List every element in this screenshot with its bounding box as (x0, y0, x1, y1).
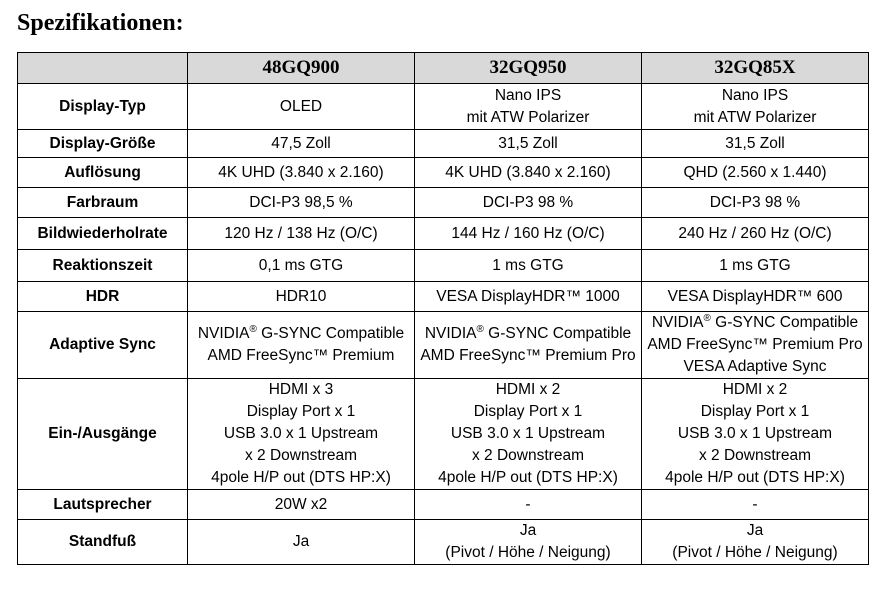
row-label: Ein-/Ausgänge (18, 379, 188, 490)
column-header: 48GQ900 (188, 53, 415, 84)
row-label: Display-Größe (18, 130, 188, 158)
cell-line: 120 Hz / 138 Hz (O/C) (224, 224, 378, 242)
table-cell (188, 312, 415, 379)
cell-line: HDR10 (275, 287, 327, 305)
cell-line: Nano IPS (721, 86, 789, 104)
table-cell (415, 520, 642, 565)
cell-line: Ja (746, 522, 764, 539)
cell-line: mit ATW Polarizer (693, 108, 817, 126)
table-row (18, 130, 869, 158)
cell-line: 4pole H/P out (DTS HP:X) (665, 469, 845, 486)
table-cell (642, 250, 869, 282)
table-cell (642, 130, 869, 158)
cell-line: x 2 Downstream (245, 447, 357, 464)
cell-line: mit ATW Polarizer (466, 108, 590, 126)
cell-line: QHD (2.560 x 1.440) (683, 163, 827, 181)
table-row (18, 188, 869, 218)
cell-line: USB 3.0 x 1 Upstream (677, 425, 833, 442)
table-row (18, 84, 869, 130)
row-label: Lautsprecher (18, 490, 188, 520)
cell-line: Ja (519, 522, 537, 539)
row-label: Auflösung (18, 158, 188, 188)
cell-line: Ja (292, 533, 310, 550)
cell-line: Display Port x 1 (700, 403, 810, 420)
table-body (18, 84, 869, 565)
cell-line: 4pole H/P out (DTS HP:X) (211, 469, 391, 486)
cell-line: AMD FreeSync™ Premium (207, 347, 395, 364)
cell-line: HDMI x 3 (268, 381, 334, 398)
cell-line: 1 ms GTG (719, 256, 791, 274)
table-cell (188, 490, 415, 520)
cell-line: 31,5 Zoll (498, 134, 558, 152)
cell-line: 31,5 Zoll (725, 134, 785, 152)
cell-line: DCI-P3 98 % (482, 193, 574, 211)
table-row (18, 218, 869, 250)
table-cell (415, 312, 642, 379)
table-row (18, 282, 869, 312)
table-cell (642, 379, 869, 490)
table-cell (642, 312, 869, 379)
table-cell (642, 84, 869, 130)
cell-line: DCI-P3 98,5 % (249, 193, 353, 211)
cell-line: 0,1 ms GTG (258, 256, 344, 274)
cell-line: USB 3.0 x 1 Upstream (223, 425, 379, 442)
cell-line: VESA DisplayHDR™ 1000 (436, 287, 620, 305)
cell-line: AMD FreeSync™ Premium Pro (420, 347, 636, 364)
page-title: Spezifikationen: (17, 10, 184, 36)
cell-line: x 2 Downstream (472, 447, 584, 464)
cell-line: - (752, 495, 758, 513)
cell-line: 47,5 Zoll (271, 134, 331, 152)
table-cell (188, 130, 415, 158)
cell-line: NVIDIA® G-SYNC Compatible (197, 323, 405, 342)
table-row (18, 250, 869, 282)
row-label: Farbraum (18, 188, 188, 218)
table-cell (642, 218, 869, 250)
table-row (18, 158, 869, 188)
table-cell (188, 218, 415, 250)
cell-line: - (525, 495, 531, 513)
cell-line: 4K UHD (3.840 x 2.160) (218, 163, 384, 181)
cell-line: 1 ms GTG (492, 256, 564, 274)
table-cell (415, 250, 642, 282)
table-cell (642, 520, 869, 565)
table-cell (642, 188, 869, 218)
table-cell (415, 84, 642, 130)
table-cell (188, 84, 415, 130)
row-label: Standfuß (18, 520, 188, 565)
cell-line: 20W x2 (274, 495, 328, 513)
table-cell (415, 218, 642, 250)
table-row (18, 490, 869, 520)
table-cell (188, 158, 415, 188)
cell-line: 4pole H/P out (DTS HP:X) (438, 469, 618, 486)
cell-line: VESA DisplayHDR™ 600 (667, 287, 843, 305)
table-cell (415, 490, 642, 520)
row-label: Bildwiederholrate (18, 218, 188, 250)
table-cell (642, 490, 869, 520)
table-cell (188, 188, 415, 218)
cell-line: HDMI x 2 (722, 381, 788, 398)
cell-line: Display Port x 1 (473, 403, 583, 420)
row-label: Reaktionszeit (18, 250, 188, 282)
cell-line: 4K UHD (3.840 x 2.160) (445, 163, 611, 181)
table-cell (415, 130, 642, 158)
cell-line: Nano IPS (494, 86, 562, 104)
table-cell (415, 158, 642, 188)
table-cell (415, 379, 642, 490)
header-corner-cell (18, 53, 188, 84)
cell-line: 144 Hz / 160 Hz (O/C) (451, 224, 605, 242)
cell-line: x 2 Downstream (699, 447, 811, 464)
table-cell (415, 188, 642, 218)
column-header: 32GQ85X (642, 53, 869, 84)
table-cell (188, 379, 415, 490)
column-header: 32GQ950 (415, 53, 642, 84)
table-cell (188, 250, 415, 282)
table-row (18, 312, 869, 379)
cell-line: 240 Hz / 260 Hz (O/C) (678, 224, 832, 242)
row-label: Display-Typ (18, 84, 188, 130)
table-header-row (18, 53, 869, 84)
table-row (18, 379, 869, 490)
cell-line: USB 3.0 x 1 Upstream (450, 425, 606, 442)
table-cell (642, 282, 869, 312)
cell-line: NVIDIA® G-SYNC Compatible (424, 323, 632, 342)
cell-line: (Pivot / Höhe / Neigung) (672, 544, 838, 561)
cell-line: (Pivot / Höhe / Neigung) (445, 544, 611, 561)
cell-line: VESA Adaptive Sync (683, 358, 827, 375)
table-cell (415, 282, 642, 312)
row-label: Adaptive Sync (18, 312, 188, 379)
spec-table (17, 52, 869, 565)
row-label: HDR (18, 282, 188, 312)
cell-line: Display Port x 1 (246, 403, 356, 420)
table-row (18, 520, 869, 565)
cell-line: OLED (279, 97, 323, 115)
cell-line: DCI-P3 98 % (709, 193, 801, 211)
cell-line: HDMI x 2 (495, 381, 561, 398)
cell-line: AMD FreeSync™ Premium Pro (647, 336, 863, 353)
cell-line: NVIDIA® G-SYNC Compatible (651, 312, 859, 331)
table-cell (188, 520, 415, 565)
table-cell (188, 282, 415, 312)
table-cell (642, 158, 869, 188)
